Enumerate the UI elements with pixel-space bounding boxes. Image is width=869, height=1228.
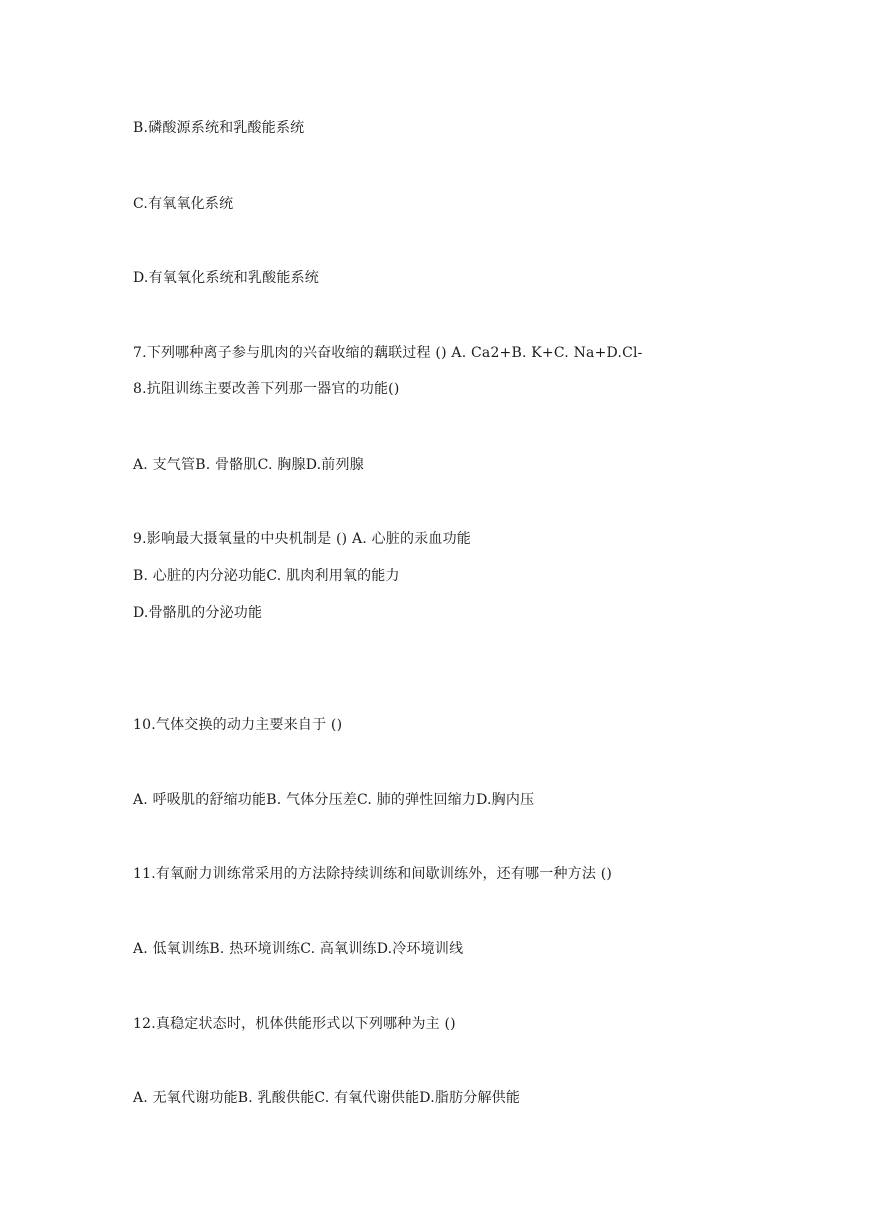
question-9-options-bc: B. 心脏的内分泌功能C. 肌肉利用氧的能力 bbox=[133, 568, 400, 584]
question-12: 12.真稳定状态时，机体供能形式以下列哪种为主 () bbox=[133, 1016, 456, 1032]
question-8: 8.抗阻训练主要改善下列那一器官的功能() bbox=[133, 381, 400, 397]
question-11-options: A. 低氧训练B. 热环境训练C. 高氧训练D.冷环境训线 bbox=[133, 941, 464, 957]
question-10: 10.气体交换的动力主要来自于 () bbox=[133, 717, 343, 733]
option-b-line: B.磷酸源系统和乳酸能系统 bbox=[133, 120, 305, 136]
question-8-options: A. 支气管B. 骨骼肌C. 胸腺D.前列腺 bbox=[133, 457, 364, 473]
question-7: 7.下列哪种离子参与肌肉的兴奋收缩的藕联过程 () A. Ca2+B. K+C. Na+D.Cl- bbox=[133, 345, 643, 361]
question-9: 9.影响最大摄氧量的中央机制是 () A. 心脏的汞血功能 bbox=[133, 531, 471, 547]
option-c-line: C.有氧氧化系统 bbox=[133, 196, 234, 212]
question-11: 11.有氧耐力训练常采用的方法除持续训练和间歇训练外，还有哪一种方法 () bbox=[133, 866, 613, 882]
option-d-line: D.有氧氧化系统和乳酸能系统 bbox=[133, 270, 319, 286]
question-12-options: A. 无氧代谢功能B. 乳酸供能C. 有氧代谢供能D.脂肪分解供能 bbox=[133, 1090, 521, 1106]
question-9-option-d: D.骨骼肌的分泌功能 bbox=[133, 605, 263, 621]
question-10-options: A. 呼吸肌的舒缩功能B. 气体分压差C. 肺的弹性回缩力D.胸内压 bbox=[133, 792, 535, 808]
